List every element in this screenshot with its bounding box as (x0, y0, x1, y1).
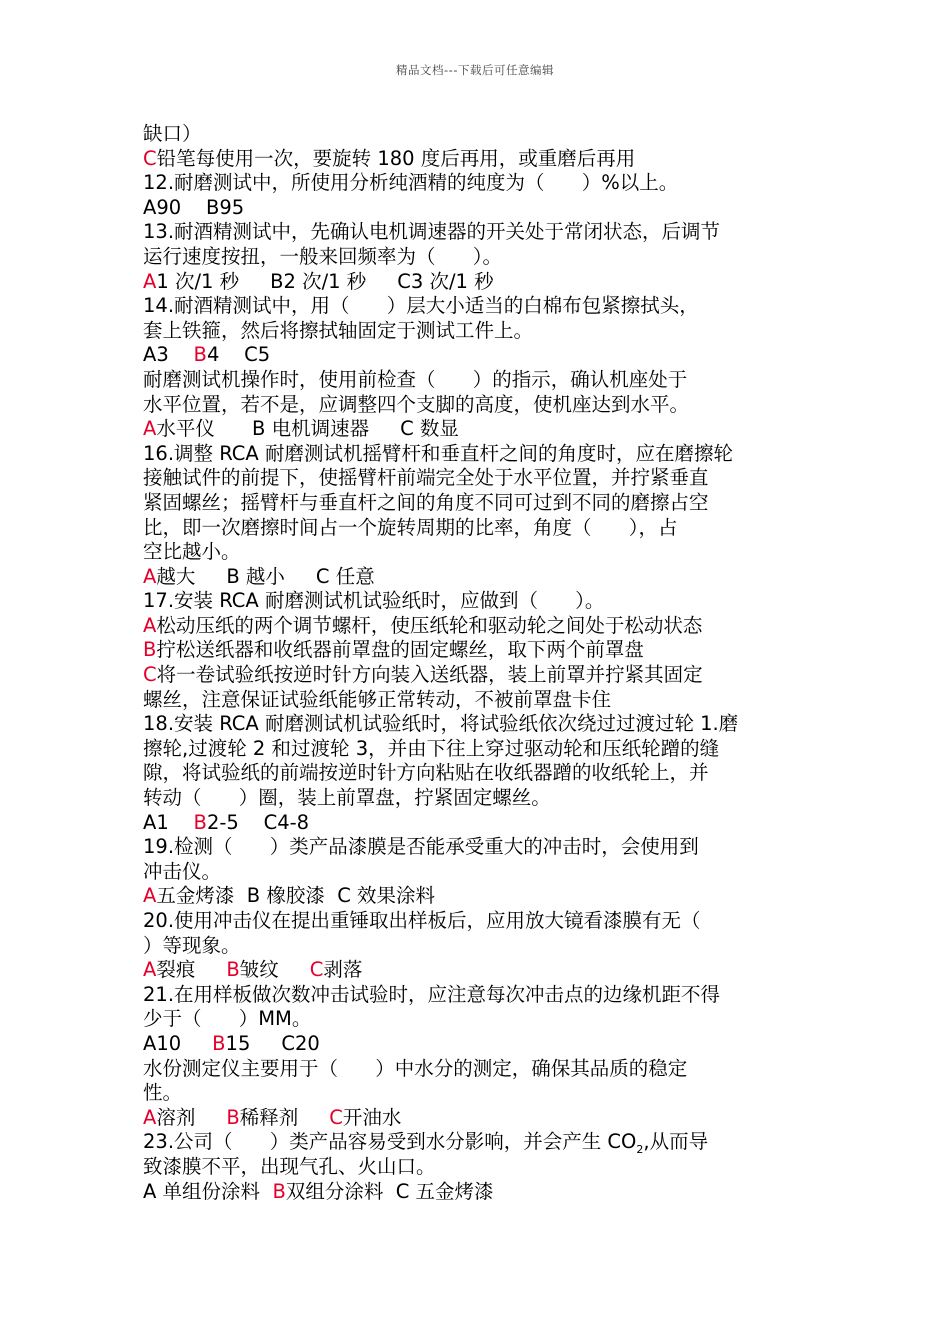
text-segment: 将一卷试验纸按逆时针方向装入送纸器，装上前罩并拧紧其固定 (156, 663, 703, 687)
text-segment: 接触试件的前提下，使摇臂杆前端完全处于水平位置，并拧紧垂直 (143, 466, 709, 490)
answer-option-marker: A (143, 958, 157, 982)
text-segment: 双组分涂料 C 五金烤漆 (285, 1179, 494, 1203)
text-line (143, 688, 813, 713)
text-segment: 运行速度按扭，一般来回频率为（ ）。 (143, 244, 502, 268)
text-line (143, 294, 813, 319)
text-segment: 转动（ ）圈，装上前罩盘，拧紧固定螺丝。 (143, 786, 551, 810)
text-line (143, 1130, 813, 1155)
text-segment: 稀释剂 (239, 1105, 330, 1129)
text-line (143, 491, 813, 516)
text-line (143, 270, 813, 295)
text-line (143, 712, 813, 737)
text-line (143, 516, 813, 541)
text-segment: 冲击仪。 (143, 859, 222, 883)
text-line (143, 540, 813, 565)
text-line (143, 835, 813, 860)
text-line (143, 663, 813, 688)
answer-option-marker: A (143, 417, 157, 441)
text-line (143, 1032, 813, 1057)
page-header: 精品文档---下载后可任意编辑 (396, 63, 554, 77)
text-segment: 缺口） (143, 122, 202, 145)
text-segment: 4 C5 (206, 343, 271, 367)
text-segment: 2-5 C4-8 (206, 810, 310, 834)
text-line (143, 122, 813, 147)
text-segment: 23.公司（ ）类产品容易受到水分影响，并会产生 CO (143, 1130, 637, 1154)
text-segment: 18.安装 RCA 耐磨测试机试验纸时，将试验纸依次绕过过渡过轮 1.磨 (143, 712, 739, 736)
text-line (143, 737, 813, 762)
text-segment: 剥落 (323, 958, 363, 982)
text-line (143, 417, 813, 442)
text-segment: A10 (143, 1031, 213, 1055)
text-segment: 致漆膜不平，出现气孔、火山口。 (143, 1154, 436, 1178)
text-segment: 开油水 (342, 1105, 402, 1129)
text-segment: 水平位置，若不是，应调整四个支脚的高度，使机座达到水平。 (143, 392, 690, 416)
text-segment: 19.检测（ ）类产品漆膜是否能承受重大的冲击时，会使用到 (143, 835, 699, 859)
answer-option-marker: C (143, 146, 157, 170)
text-line (143, 811, 813, 836)
text-line (143, 368, 813, 393)
text-line (143, 614, 813, 639)
text-line (143, 761, 813, 786)
answer-option-marker: A (143, 613, 157, 637)
text-line (143, 1106, 813, 1131)
text-segment: 16.调整 RCA 耐磨测试机摇臂杆和垂直杆之间的角度时，应在磨擦轮 (143, 441, 733, 465)
text-segment: 裂痕 (156, 958, 227, 982)
text-line (143, 1007, 813, 1032)
text-line (143, 220, 813, 245)
text-line (143, 245, 813, 270)
text-segment: 1 次/1 秒 B2 次/1 秒 C3 次/1 秒 (156, 269, 494, 293)
answer-option-marker: B (272, 1179, 286, 1203)
text-segment: 耐磨测试机操作时，使用前检查（ ）的指示，确认机座处于 (143, 367, 688, 391)
text-segment: 14.耐酒精测试中，用（ ）层大小适当的白棉布包紧擦拭头， (143, 294, 699, 318)
text-segment: A3 (143, 343, 194, 367)
text-line (143, 958, 813, 983)
text-segment: ）等现象。 (143, 933, 241, 957)
text-segment: 铅笔每使用一次，要旋转 180 度后再用，或重磨后再用 (156, 146, 636, 170)
text-segment: 套上铁箍，然后将擦拭轴固定于测试工件上。 (143, 318, 534, 342)
text-line (143, 1057, 813, 1082)
text-segment: 20.使用冲击仪在提出重锤取出样板后，应用放大镜看漆膜有无（ (143, 909, 701, 932)
text-segment: 松动压纸的两个调节螺杆，使压纸轮和驱动轮之间处于松动状态 (156, 613, 703, 637)
text-line (143, 1180, 813, 1205)
text-segment: 空比越小。 (143, 540, 241, 564)
answer-option-marker: B (226, 958, 240, 982)
text-line (143, 934, 813, 959)
text-segment: 12.耐磨测试中，所使用分析纯酒精的纯度为（ ）%以上。 (143, 171, 679, 195)
answer-option-marker: B (226, 1105, 240, 1129)
text-line (143, 589, 813, 614)
text-segment: 拧松送纸器和收纸器前罩盘的固定螺丝，取下两个前罩盘 (156, 638, 644, 662)
answer-option-marker: A (143, 884, 157, 908)
text-segment: 擦轮,过渡轮 2 和过渡轮 3，并由下往上穿过驱动轮和压纸轮蹭的缝 (143, 736, 720, 760)
text-line (143, 565, 813, 590)
text-line (143, 147, 813, 172)
text-line (143, 884, 813, 909)
text-line (143, 909, 813, 934)
answer-option-marker: A (143, 269, 157, 293)
text-segment: 紧固螺丝；摇臂杆与垂直杆之间的角度不同可过到不同的磨擦占空 (143, 490, 709, 514)
text-segment: 13.耐酒精测试中，先确认电机调速器的开关处于常闭状态，后调节 (143, 220, 721, 244)
text-line (143, 1081, 813, 1106)
text-line (143, 860, 813, 885)
answer-option-marker: B (193, 810, 207, 834)
text-segment: 水份测定仪主要用于（ ）中水分的测定，确保其品质的稳定 (143, 1056, 688, 1080)
text-line (143, 393, 813, 418)
text-segment: ,从而导 (643, 1130, 709, 1154)
answer-option-marker: A (143, 1105, 157, 1129)
answer-option-marker: A (143, 564, 157, 588)
text-segment: 溶剂 (156, 1105, 227, 1129)
text-line (143, 171, 813, 196)
text-line (143, 442, 813, 467)
text-line (143, 786, 813, 811)
text-line (143, 1155, 813, 1180)
text-segment: 螺丝，注意保证试验纸能够正常转动，不被前罩盘卡住 (143, 687, 612, 711)
text-segment: 五金烤漆 B 橡胶漆 C 效果涂料 (156, 884, 436, 908)
document-body (143, 122, 813, 1204)
text-segment: A1 (143, 810, 194, 834)
text-segment: 性。 (143, 1081, 183, 1105)
text-segment: 皱纹 (239, 958, 310, 982)
text-segment: 水平仪 B 电机调速器 C 数显 (156, 417, 459, 441)
answer-option-marker: B (143, 638, 157, 662)
text-line (143, 466, 813, 491)
answer-option-marker: B (212, 1031, 226, 1055)
answer-option-marker: B (193, 343, 207, 367)
text-segment: 少于（ ）MM。 (143, 1007, 312, 1031)
text-segment: 21.在用样板做次数冲击试验时，应注意每次冲击点的边缘机距不得 (143, 982, 721, 1006)
answer-option-marker: C (143, 663, 157, 687)
text-line (143, 319, 813, 344)
text-segment: 15 C20 (225, 1031, 320, 1055)
text-segment: A90 B95 (143, 195, 245, 219)
text-segment: 越大 B 越小 C 任意 (156, 564, 375, 588)
text-segment: 比，即一次磨擦时间占一个旋转周期的比率，角度（ ），占 (143, 515, 678, 539)
text-segment: 2 (636, 1143, 644, 1157)
text-segment: 17.安装 RCA 耐磨测试机试验纸时，应做到（ ）。 (143, 589, 605, 613)
text-line (143, 343, 813, 368)
text-line (143, 638, 813, 663)
answer-option-marker: C (329, 1105, 343, 1129)
text-line (143, 196, 813, 221)
answer-option-marker: C (309, 958, 324, 982)
text-line (143, 983, 813, 1008)
text-segment: 隙，将试验纸的前端按逆时针方向粘贴在收纸器蹭的收纸轮上，并 (143, 761, 709, 785)
text-segment: A 单组份涂料 (143, 1179, 273, 1203)
